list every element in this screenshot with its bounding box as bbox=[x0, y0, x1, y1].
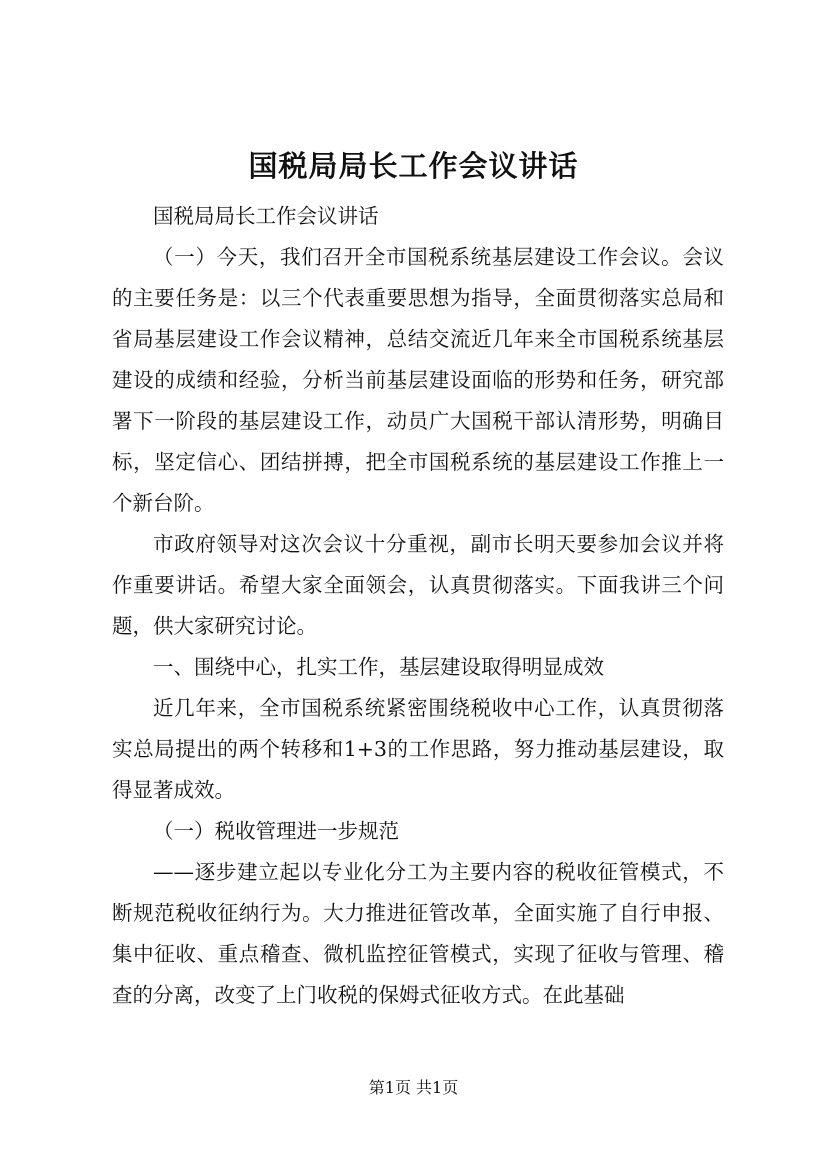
document-body bbox=[112, 196, 724, 1016]
section-heading-1: 一、围绕中心，扎实工作，基层建设取得明显成效 bbox=[153, 655, 604, 679]
document-title: 国税局局长工作会议讲话 bbox=[248, 149, 579, 183]
paragraph-leadership: 市政府领导对这次会议十分重视，副市长明天要参加会议并将作重要讲话。希望大家全面领会，认真贯彻落实。下面我讲三个问题，供大家研究讨论。 bbox=[112, 532, 724, 638]
paragraph-subtitle: 国税局局长工作会议讲话 bbox=[153, 204, 379, 228]
paragraph-achievements: 近几年来，全市国税系统紧密围绕税收中心工作，认真贯彻落实总局提出的两个转移和1+3的工作思路，努力推动基层建设，取得显著成效。 bbox=[112, 696, 724, 802]
paragraph-opening: （一）今天，我们召开全市国税系统基层建设工作会议。会议的主要任务是：以三个代表重要思想为指导，全面贯彻落实总局和省局基层建设工作会议精神，总结交流近几年来全市国税系统基层建设的成绩和经验，分析当前基层建设面临的形势和任务，研究部署下一阶段的基层建设工作，动员广大国税干部认清形势，明确目标，坚定信心、团结拼搏，把全市国税系统的基层建设工作推上一个新台阶。 bbox=[112, 245, 724, 515]
page-footer: 第1页 共1页 bbox=[368, 1078, 459, 1097]
paragraph-tax-management: ——逐步建立起以专业化分工为主要内容的税收征管模式，不断规范税收征纳行为。大力推进征管改革，全面实施了自行申报、集中征收、重点稽查、微机监控征管模式，实现了征收与管理、稽查的分离，改变了上门收税的保姆式征收方式。在此基础 bbox=[112, 860, 724, 1007]
subsection-heading-1: （一）税收管理进一步规范 bbox=[153, 819, 399, 843]
